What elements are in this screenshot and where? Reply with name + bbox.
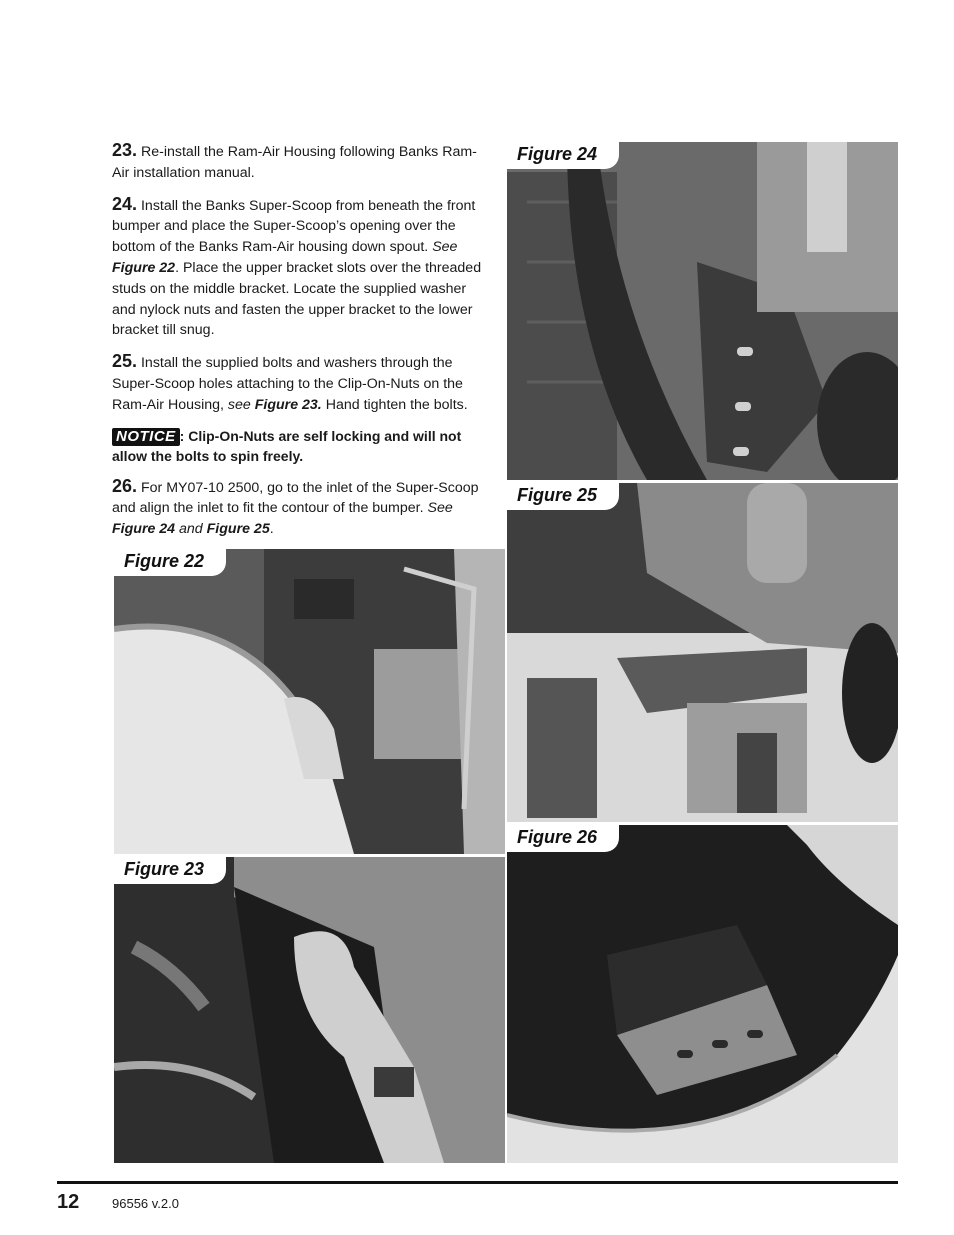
step-text: For MY07-10 2500, go to the inlet of the Super-Scoop and align the inlet to fit the contour of the bumper. [112, 479, 479, 517]
figure-ref: Figure 22 [112, 259, 176, 276]
step-number: 25. [112, 351, 138, 372]
figure-23-label: Figure 23 [114, 857, 226, 884]
footer-rule [57, 1181, 898, 1184]
step-text: Install the Banks Super-Scoop from beneath the front bumper and place the Super-Scoop’s opening over the bottom of the Banks Ram-Air housing down spout. [112, 197, 476, 256]
figure-24-photo [507, 142, 898, 480]
step-text: Re-install the Ram-Air Housing following Banks Ram-Air installation manual. [112, 144, 477, 181]
figure-26-label: Figure 26 [507, 825, 619, 852]
figure-26-photo [507, 825, 898, 1163]
instructions-column [112, 140, 492, 550]
step-23 [112, 140, 492, 184]
and-label: and [175, 521, 207, 538]
notice-box [112, 426, 492, 466]
photo-illustration [507, 483, 898, 822]
step-text: . Place the upper bracket slots over the threaded studs on the middle bracket. Locate the supplied washer and nylock nuts and fasten the upper bracket to the lower bracket till snug. [112, 259, 482, 339]
see-label: See [427, 500, 453, 517]
figure-22-label: Figure 22 [114, 549, 226, 576]
photo-illustration [114, 857, 505, 1163]
notice-badge: NOTICE [112, 428, 180, 446]
figure-25-photo [507, 483, 898, 822]
step-number: 24. [112, 193, 138, 214]
photo-illustration [114, 549, 505, 854]
photo-illustration [507, 142, 898, 480]
step-26 [112, 476, 492, 540]
photo-illustration [507, 825, 898, 1163]
step-text: . [269, 521, 274, 538]
figure-ref: Figure 23. [254, 396, 322, 413]
document-version: 96556 v.2.0 [112, 1196, 179, 1211]
step-number: 26. [112, 475, 138, 496]
page-number: 12 [57, 1191, 80, 1213]
figure-24-label: Figure 24 [507, 142, 619, 169]
step-text: Install the supplied bolts and washers through the Super-Scoop holes attaching to the Clip-On-Nuts on the Ram-Air Housing, [112, 355, 463, 413]
step-text: Hand tighten the bolts. [321, 396, 468, 413]
figure-25-label: Figure 25 [507, 483, 619, 510]
figure-ref: Figure 24 [112, 521, 176, 538]
notice-sep: : [179, 427, 189, 444]
see-label: See [432, 239, 458, 256]
step-number: 23. [112, 140, 138, 160]
notice-text: Clip-On-Nuts are self locking and will not allow the bolts to spin freely. [112, 427, 462, 464]
figure-23-photo [114, 857, 505, 1163]
figure-ref: Figure 25 [206, 521, 270, 538]
step-25 [112, 351, 492, 415]
see-label: see [227, 396, 255, 413]
step-24 [112, 194, 492, 342]
figure-22-photo [114, 549, 505, 854]
